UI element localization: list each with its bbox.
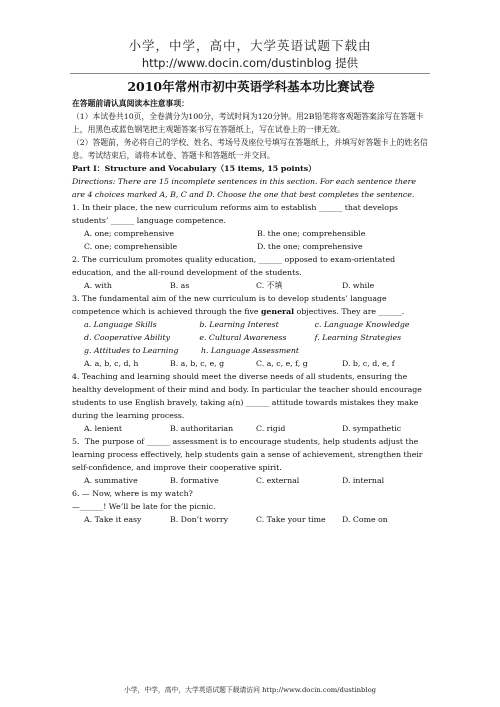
question-1-stem: 1. In their place, the new curriculum reforms aim to establish ______ that develops students’ ______ language competence. bbox=[72, 203, 398, 225]
q3-item: e. Cultural Awareness bbox=[199, 333, 287, 342]
q4-option-a: A. lenient bbox=[84, 424, 122, 433]
question-2-stem: 2. The curriculum promotes quality education, ______ opposed to exam-orientated education, and the all-round development of the students. bbox=[72, 255, 396, 277]
q3-option-a: A. a, b, c, d, h bbox=[84, 359, 139, 368]
q3-stem-post: objectives. They are ______. bbox=[294, 307, 405, 316]
q3-item: a. Language Skills bbox=[84, 320, 157, 329]
question-6-stem-2: —______! We’ll be late for the picnic. bbox=[72, 502, 216, 511]
q1-option-a: A. one; comprehensive bbox=[84, 229, 174, 238]
q6-option-d: D. Come on bbox=[342, 515, 388, 524]
question-4-options bbox=[72, 422, 430, 435]
q4-option-b: B. authoritarian bbox=[170, 424, 234, 433]
notice-heading: 在答题前请认真阅读本注意事项： bbox=[72, 99, 189, 108]
header-divider bbox=[70, 73, 430, 74]
q1-option-b: B. the one; comprehensible bbox=[257, 229, 366, 238]
q1-option-d: D. the one; comprehensive bbox=[257, 242, 363, 251]
q2-option-b: B. as bbox=[170, 281, 190, 290]
part1-heading: Part I：Structure and Vocabulary（15 items, 15 points） bbox=[72, 164, 316, 173]
q3-option-d: D. b, c, d, e, f bbox=[342, 359, 395, 368]
q6-option-b: B. Don’t worry bbox=[170, 515, 228, 524]
q5-option-d: D. internal bbox=[342, 476, 385, 485]
header-line-2: http://www.docin.com/dustinblog 提供 bbox=[141, 56, 359, 70]
question-5-options bbox=[72, 474, 430, 487]
q3-stem-bold: general bbox=[260, 307, 295, 316]
page-title: 2010年常州市初中英语学科基本功比赛试卷 bbox=[127, 79, 375, 94]
question-3-items-row3 bbox=[72, 344, 430, 357]
q3-item: f. Learning Strategies bbox=[314, 333, 402, 342]
question-6-options bbox=[72, 513, 430, 526]
question-3-items-row1 bbox=[72, 318, 430, 331]
q6-option-a: A. Take it easy bbox=[84, 515, 142, 524]
q2-option-a: A. with bbox=[84, 281, 112, 290]
notice-1: （1）本试卷共10页，全卷满分为100分，考试时间为120分钟。用2B铅笔将客观题答案涂写在答题卡上，用黑色或蓝色钢笔把主观题答案书写在答题纸上，写在试卷上的一律无效。 bbox=[72, 112, 424, 134]
q6-option-c: C. Take your time bbox=[256, 515, 326, 524]
directions: Directions: There are 15 incomplete sentences in this section. For each sentence there are 4 choices marked A, B, C and D. Choose the one that best completes the sentence. bbox=[72, 177, 416, 199]
question-1-options-row2 bbox=[72, 240, 430, 253]
q5-option-c: C. external bbox=[256, 476, 300, 485]
q3-item: b. Learning Interest bbox=[199, 320, 279, 329]
question-4-stem: 4. Teaching and learning should meet the diverse needs of all students, ensuring the healthy development of their mind and body. In particular the teacher should encourage students to use English bravely, taking a(n) ______ attitude towards mistakes they make during the learning process. bbox=[72, 372, 422, 420]
question-3-options bbox=[72, 357, 430, 370]
q3-item: g. Attitudes to Learning bbox=[84, 346, 179, 355]
question-5-stem: 5．The purpose of ______ assessment is to encourage students, help students adjust the learning process effectively, help students gain a sense of achievement, strengthen their self-confidence, and improve their cooperative spirit. bbox=[72, 437, 423, 472]
notice-2: （2）答题前，务必将自己的学校、姓名、考场号及座位号填写在答题纸上，并填写好答题卡上的姓名信息。考试结束后，请将本试卷、答题卡和答题纸一并交回。 bbox=[72, 138, 428, 160]
q1-option-c: C. one; comprehensible bbox=[84, 242, 178, 251]
question-2-options bbox=[72, 279, 430, 292]
q3-item: h. Language Assessment bbox=[201, 346, 299, 355]
question-3-stem bbox=[72, 292, 430, 318]
document-body bbox=[72, 78, 430, 526]
q3-item: d. Cooperative Ability bbox=[84, 333, 171, 342]
q4-option-d: D. sympathetic bbox=[342, 424, 402, 433]
q3-option-b: B. a, b, c, e, g bbox=[170, 359, 225, 368]
q4-option-c: C. rigid bbox=[256, 424, 286, 433]
q3-option-c: C. a, c, e, f, g bbox=[256, 359, 308, 368]
q5-option-b: B. formative bbox=[170, 476, 219, 485]
q2-option-c: C. 不填 bbox=[256, 281, 283, 290]
q3-item: c. Language Knowledge bbox=[314, 320, 410, 329]
q2-option-d: D. while bbox=[342, 281, 375, 290]
q3-stem-pre: 3. The fundamental aim of the new curriculum is to develop students’ language competence which is achieved through the five bbox=[72, 294, 387, 316]
header-line-1: 小学，中学，高中，大学英语试题下载由 bbox=[128, 38, 372, 53]
question-3-items-row2 bbox=[72, 331, 430, 344]
q5-option-a: A. summative bbox=[84, 476, 138, 485]
page-footer: 小学，中学，高中，大学英语试题下载请访问 http://www.docin.com/dustinblog bbox=[123, 686, 377, 694]
question-6-stem-1: 6. — Now, where is my watch? bbox=[72, 489, 193, 498]
question-1-options-row1 bbox=[72, 227, 430, 240]
